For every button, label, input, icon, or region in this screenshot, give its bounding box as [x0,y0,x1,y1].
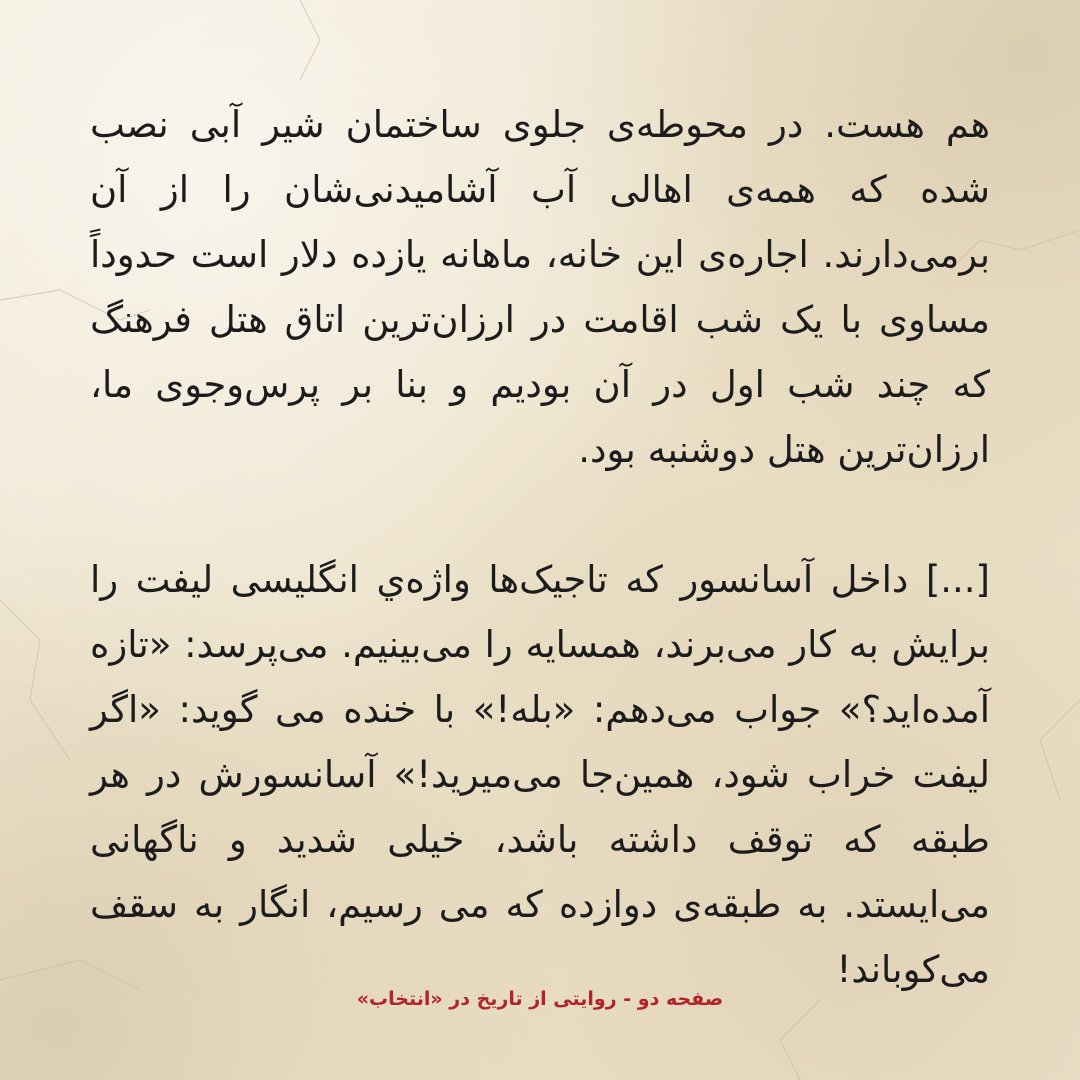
paragraph-spacer [90,482,990,547]
paragraph-1: هم هست. در محوطه‌ی جلوی ساختمان شیر آبی نصب شده که همه‌ی اهالی آب آشامیدنی‌شان را از آن برمی‌دارند. اجاره‌ی این خانه، ماهانه یازده دلار است حدوداً مساوی با یک شب اقامت در ارزان‌ترین اتاق هتل فرهنگ که چند شب اول در آن بودیم و بنا بر پرس‌وجوی ما، ارزان‌ترین هتل دوشنبه بود. [90,103,990,471]
article-text [90,92,990,1002]
page-caption: صفحه دو - روایتی از تاریخ در «انتخاب» [356,988,724,1010]
paragraph-2: [...] داخل آسانسور که تاجیک‌ها واژه‌ي انگلیسی لیفت را برایش به کار می‌برند، همسایه را می‌بینیم. می‌پرسد: «تازه آمده‌اید؟» جواب می‌دهم: «بله!» با خنده می گوید: «اگر لیفت خراب شود، همین‌جا می‌میرید!» آسانسورش در هر طبقه که توقف داشته باشد، خیلی شدید و ناگهانی می‌ایستد. به طبقه‌ی دوازده که می رسیم، انگار به سقف می‌کوباند! [90,558,990,991]
